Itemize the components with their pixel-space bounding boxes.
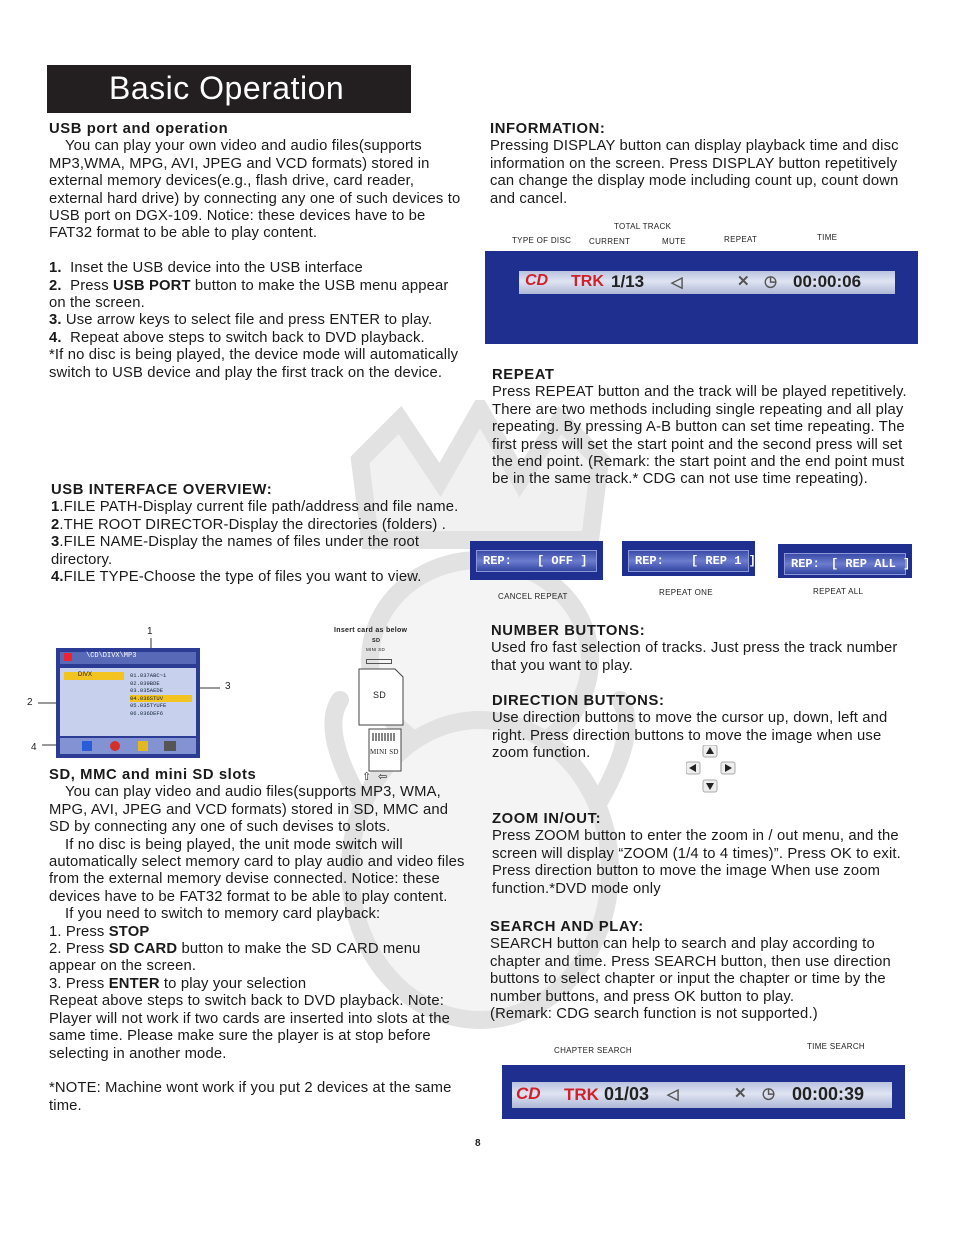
sd-card-label: SD <box>373 690 387 700</box>
card-diagram <box>357 667 407 775</box>
disc-type-icon: CD <box>516 1084 541 1103</box>
direction-text: Use direction buttons to move the cursor up, down, left and right. Press direction buttons to move the image when use zoom function. <box>492 710 888 762</box>
disc-type-icon: CD <box>525 272 549 289</box>
info-text: Pressing DISPLAY button can display playback time and disc information on the screen. Press DISPLAY button repetitively can change the display mode including count up, count down and cancel. <box>490 138 899 207</box>
label-total-track: TOTAL TRACK <box>614 222 672 231</box>
overview-item-3: 3.FILE NAME-Display the names of files under the root directory. <box>51 534 420 568</box>
overview-item-1: 1.FILE PATH-Display current file path/address and file name. <box>51 499 459 516</box>
label-time: TIME <box>817 233 838 242</box>
usb-step-2: 2. Press USB PORT button to make the USB menu appear on the screen. <box>49 277 449 312</box>
caption-repeat-all: REPEAT ALL <box>813 587 864 596</box>
usb-step-4: 4. Repeat above steps to switch back to DVD playback. <box>49 329 425 346</box>
osd-time: 00:00:06 <box>793 272 862 291</box>
overview-item-4: 4.FILE TYPE-Choose the type of files you want to view. <box>51 569 422 586</box>
sd-para-3: If you need to switch to memory card playback: <box>65 906 381 923</box>
repeat-heading: REPEAT <box>492 367 555 383</box>
clock-icon: ◷ <box>762 1085 776 1102</box>
file-list-item[interactable]: 01.037ABC~1 <box>130 672 167 679</box>
caption-cancel-repeat: CANCEL REPEAT <box>498 592 568 601</box>
file-list-item[interactable]: 06.036DEF6 <box>130 709 164 717</box>
left-arrow-icon: ⇦ <box>378 771 388 783</box>
search-heading: SEARCH AND PLAY: <box>490 919 644 935</box>
osd-trk-label: TRK <box>564 1085 599 1104</box>
usb-file-list <box>130 672 192 717</box>
callout-4: 4 <box>31 742 37 753</box>
info-osd-display <box>485 251 918 344</box>
callout-2: 2 <box>27 697 33 708</box>
overview-item-2: 2.THE ROOT DIRECTOR-Display the directories (folders) . <box>51 516 446 533</box>
repeat-icon: ✕ <box>737 273 750 290</box>
card-caption: Insert card as below <box>334 627 408 634</box>
callout-3: 3 <box>225 681 231 692</box>
osd-trk-label: TRK <box>571 273 604 290</box>
mute-icon: ◁ <box>667 1086 679 1103</box>
number-heading: NUMBER BUTTONS: <box>491 623 646 639</box>
file-type-bar <box>60 738 196 754</box>
file-list-item[interactable]: 03.035AEDE <box>130 687 164 694</box>
zoom-heading: ZOOM IN/OUT: <box>492 811 602 827</box>
sd-small-label: SD <box>372 638 381 644</box>
usb-step-1: 1. Inset the USB device into the USB interface <box>49 260 363 277</box>
sd-step-2: 2. Press SD CARD button to make the SD CARD menu appear on the screen. <box>49 941 421 975</box>
repeat-off-display: REP: [ OFF ] <box>470 541 603 580</box>
folder-icon <box>64 653 72 661</box>
label-current: CURRENT <box>589 237 631 246</box>
usb-note: *If no disc is being played, the device mode will automatically switch to USB device and play the first track on the device. <box>49 347 459 381</box>
sd-para-2: If no disc is being played, the unit mode switch will automatically select memory card to play audio and video files from the external memory devise connected. Notice: these devices have to be FAT32 format to be able to play content. <box>49 836 465 905</box>
number-text: Used fro fast selection of tracks. Just press the track number that you want to play. <box>491 640 898 674</box>
overview-heading: USB INTERFACE OVERVIEW: <box>51 482 273 498</box>
zoom-text: Press ZOOM button to enter the zoom in / out menu, and the screen will display “ZOOM (1/4 to 4 times)”. Press OK to exit. Press direction button to move the image When use zoom function.*DVD mode only <box>492 828 901 897</box>
clock-icon: ◷ <box>764 273 778 290</box>
sd-para-1: You can play video and audio files(supports MP3, WMA, MPG, AVI, JPEG and VCD formats) stored in SD, MMC and SD by connecting any one of such devises to slots. <box>49 784 449 836</box>
page-number: 8 <box>475 1138 481 1149</box>
usb-file-panel <box>60 668 196 736</box>
file-list-item[interactable]: 02.039BDE <box>130 679 160 687</box>
callout-1: 1 <box>147 626 153 637</box>
usb-intro: You can play your own video and audio files(supports MP3,WMA, MPG, AVI, JPEG and VCD formats) stored in external memory devices(e.g., flash drive, card reader, external hard drive) by connecting any one of such devices to USB port on DGX-109. Notice: these devices have to be FAT32 format to be able to play content. <box>49 138 461 242</box>
photo-icon[interactable] <box>138 741 148 751</box>
label-mute: MUTE <box>662 237 686 246</box>
usb-step-3: 3. Use arrow keys to select file and press ENTER to play. <box>49 312 433 329</box>
repeat-icon: ✕ <box>734 1085 747 1102</box>
search-osd-display <box>502 1065 905 1119</box>
info-heading: INFORMATION: <box>490 121 606 137</box>
zoom-section <box>492 811 912 898</box>
search-remark: (Remark: CDG search function is not supported.) <box>490 1006 818 1023</box>
sd-note: *NOTE: Machine wont work if you put 2 devices at the same time. <box>49 1080 452 1114</box>
page-title: Basic Operation <box>109 70 345 106</box>
sd-step-3: 3. Press ENTER to play your selection <box>49 975 307 992</box>
repeat-all-display: REP: [ REP ALL ] <box>778 544 912 578</box>
repeat-section <box>492 367 912 489</box>
sd-section <box>49 767 469 1115</box>
music-icon[interactable] <box>82 741 92 751</box>
sd-para-4: Repeat above steps to switch back to DVD playback. Note: Player will not work if two cards are inserted into slots at the same time. Please make sure the player is at stop before selecting in another mode. <box>49 993 451 1062</box>
repeat-one-display: REP: [ REP 1 ] <box>622 541 755 576</box>
minisd-card-label: MINI SD <box>370 748 399 756</box>
info-osd-bar <box>519 271 895 294</box>
label-repeat: REPEAT <box>724 235 758 244</box>
file-list-item[interactable]: 05.035TYUFE <box>130 702 167 709</box>
search-osd-bar <box>512 1082 892 1108</box>
mute-icon: ◁ <box>671 274 683 291</box>
usb-heading: USB port and operation <box>49 121 229 137</box>
number-buttons-section <box>491 623 911 675</box>
direction-pad-icon <box>686 745 736 793</box>
label-time-search: TIME SEARCH <box>807 1042 865 1051</box>
osd-track-number: 1/13 <box>611 272 645 291</box>
information-section <box>490 121 910 208</box>
usb-path-bar: \CD\DIVX\MP3 <box>60 652 196 664</box>
osd-time: 00:00:39 <box>792 1084 865 1104</box>
file-list-item[interactable]: 04.036STUV <box>130 695 192 703</box>
video-icon[interactable] <box>110 741 120 751</box>
exit-icon[interactable] <box>164 741 176 751</box>
up-arrow-icon: ⇧ <box>362 771 372 783</box>
sd-heading: SD, MMC and mini SD slots <box>49 767 257 783</box>
osd-chapter-number: 01/03 <box>604 1084 650 1104</box>
minisd-small-label: MINI SD <box>366 647 386 652</box>
search-section <box>490 919 910 1023</box>
search-text: SEARCH button can help to search and play according to chapter and time. Press SEARCH button, then use direction buttons to select chapter or input the chapter or time by the number buttons, and press OK button to play. <box>490 936 891 1005</box>
caption-repeat-one: REPEAT ONE <box>659 588 713 597</box>
label-chapter-search: CHAPTER SEARCH <box>554 1046 632 1055</box>
root-directory-item[interactable]: DIVX <box>64 672 124 680</box>
repeat-text: Press REPEAT button and the track will be played repetitively. There are two methods including single repeating and all play repeating. By pressing A-B button can set time repeating. The first press will set the start point and the second press will set the end point. (Remark: the start point and the end point must be in the same track.* CDG can not use time repeating). <box>492 384 907 488</box>
slot-outline <box>366 659 392 664</box>
direction-heading: DIRECTION BUTTONS: <box>492 693 665 709</box>
sd-step-1: 1. Press STOP <box>49 923 150 940</box>
label-type-of-disc: TYPE OF DISC <box>512 236 572 245</box>
usb-interface-screenshot <box>56 648 200 758</box>
